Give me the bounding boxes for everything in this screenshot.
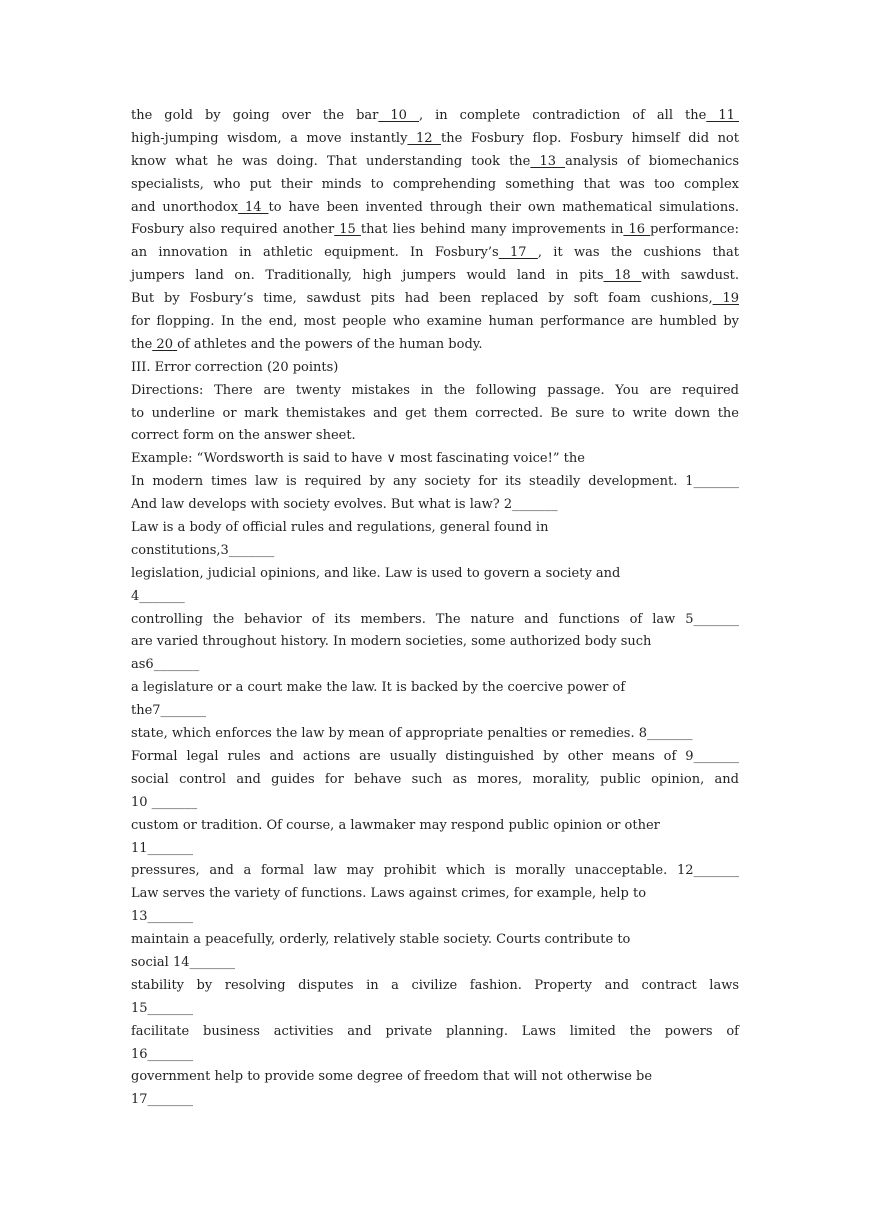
text-line [131, 105, 739, 128]
text-line [131, 151, 739, 174]
text-segment: of athletes and the powers of the human body. [177, 336, 483, 352]
text-segment: And law develops with society evolves. But what is law? 2_______ [131, 497, 558, 513]
text-segment: Directions: There are twenty mistakes in the following passage. You are required [131, 382, 739, 398]
text-line [131, 494, 739, 517]
text-line [131, 723, 739, 746]
text-segment: 11_______ [131, 840, 194, 856]
text-line [131, 815, 739, 838]
text-line [131, 700, 739, 723]
text-segment: Example: “Wordsworth is said to have ∨ most fascinating voice!” the [131, 451, 585, 467]
text-segment: an innovation in athletic equipment. In Fosbury’s [131, 245, 499, 261]
text-segment: controlling the behavior of its members. The nature and functions of law 5_______ [131, 611, 739, 627]
answer-blank: 10 [378, 108, 419, 123]
text-line [131, 219, 739, 242]
text-line [131, 380, 739, 403]
text-line [131, 952, 739, 975]
text-segment: state, which enforces the law by mean of appropriate penalties or remedies. 8_______ [131, 726, 693, 742]
text-segment: government help to provide some degree of freedom that will not otherwise be [131, 1069, 653, 1085]
text-segment: But by Fosbury’s time, sawdust pits had been replaced by soft foam cushions, [131, 291, 713, 307]
text-segment: 17_______ [131, 1092, 194, 1108]
text-line [131, 448, 739, 471]
text-segment: 10 _______ [131, 794, 198, 810]
answer-blank: 18 [603, 268, 642, 284]
text-segment: to have been invented through their own mathematical simulations. [268, 199, 739, 215]
text-line [131, 357, 739, 380]
answer-blank: 14 [238, 199, 269, 215]
text-segment: the [131, 336, 153, 352]
text-line [131, 174, 739, 197]
answer-blank: 19 [712, 291, 739, 307]
text-segment: high-jumping wisdom, a move instantly [131, 130, 408, 146]
text-line [131, 334, 739, 357]
text-segment: analysis of biomechanics [565, 153, 739, 169]
text-segment: the7_______ [131, 703, 207, 719]
answer-blank: 16 [623, 222, 651, 238]
text-line [131, 792, 739, 815]
text-segment: for flopping. In the end, most people who examine human performance are humbled by [131, 314, 739, 330]
text-line [131, 425, 739, 448]
text-segment: specialists, who put their minds to comprehending something that was too complex [131, 176, 739, 192]
text-line [131, 517, 739, 540]
text-segment: maintain a peacefully, orderly, relatively stable society. Courts contribute to [131, 932, 631, 948]
text-line [131, 197, 739, 220]
text-line [131, 540, 739, 563]
text-segment: correct form on the answer sheet. [131, 428, 356, 444]
answer-blank: 20 [152, 336, 178, 352]
answer-blank: 12 [407, 130, 442, 146]
text-segment: social 14_______ [131, 954, 236, 970]
text-segment: that lies behind many improvements in [360, 222, 624, 238]
text-segment: 16_______ [131, 1046, 194, 1062]
answer-blank: 13 [530, 153, 566, 169]
text-segment: 15_______ [131, 1000, 194, 1016]
text-segment: with sawdust. [641, 268, 739, 284]
text-segment: 13_______ [131, 909, 194, 925]
text-segment: social control and guides for behave such as mores, morality, public opinion, and [131, 771, 739, 787]
text-line [131, 746, 739, 769]
text-line [131, 631, 739, 654]
text-line [131, 242, 739, 265]
text-segment: , in complete contradiction of all the [418, 108, 707, 123]
document-body [131, 105, 739, 1112]
answer-blank: 15 [334, 222, 361, 238]
text-line [131, 998, 739, 1021]
text-segment: pressures, and a formal law may prohibit which is morally unacceptable. 12_______ [131, 863, 739, 879]
answer-blank: 17 [498, 245, 538, 261]
text-line [131, 769, 739, 792]
text-segment: 4_______ [131, 588, 185, 604]
text-segment: Formal legal rules and actions are usually distinguished by other means of 9_______ [131, 748, 739, 764]
text-segment: custom or tradition. Of course, a lawmaker may respond public opinion or other [131, 817, 660, 833]
text-segment: stability by resolving disputes in a civilize fashion. Property and contract laws [131, 977, 739, 993]
text-line [131, 265, 739, 288]
text-line [131, 1021, 739, 1044]
text-segment: III. Error correction (20 points) [131, 359, 339, 375]
answer-blank: 11 [706, 108, 739, 123]
text-segment: , it was the cushions that [537, 245, 740, 261]
text-segment: constitutions,3_______ [131, 542, 275, 558]
text-line [131, 1044, 739, 1067]
text-line [131, 288, 739, 311]
text-segment: performance: [650, 222, 739, 238]
text-segment: jumpers land on. Traditionally, high jumpers would land in pits [131, 268, 604, 284]
text-segment: and unorthodox [131, 199, 239, 215]
text-segment: legislation, judicial opinions, and like. Law is used to govern a society and [131, 565, 621, 581]
text-line [131, 128, 739, 151]
text-line [131, 586, 739, 609]
text-line [131, 677, 739, 700]
text-line [131, 609, 739, 632]
text-segment: as6_______ [131, 657, 200, 673]
text-segment: the Fosbury flop. Fosbury himself did not [441, 130, 739, 146]
text-segment: a legislature or a court make the law. It is backed by the coercive power of [131, 680, 626, 696]
text-segment: Fosbury also required another [131, 222, 335, 238]
text-line [131, 403, 739, 426]
text-segment: Law serves the variety of functions. Laws against crimes, for example, help to [131, 886, 647, 902]
text-segment: to underline or mark themistakes and get them corrected. Be sure to write down the [131, 405, 739, 421]
text-line [131, 654, 739, 677]
text-line [131, 929, 739, 952]
text-line [131, 1089, 739, 1112]
text-segment: are varied throughout history. In modern societies, some authorized body such [131, 634, 652, 650]
text-line [131, 563, 739, 586]
text-line [131, 883, 739, 906]
text-line [131, 838, 739, 861]
text-segment: In modern times law is required by any society for its steadily development. 1_______ [131, 474, 739, 490]
text-line [131, 975, 739, 998]
text-segment: Law is a body of official rules and regulations, general found in [131, 520, 549, 536]
text-segment: know what he was doing. That understanding took the [131, 153, 531, 169]
text-line [131, 471, 739, 494]
text-segment: facilitate business activities and private planning. Laws limited the powers of [131, 1023, 739, 1039]
text-line [131, 906, 739, 929]
text-line [131, 311, 739, 334]
text-segment: the gold by going over the bar [131, 108, 379, 123]
text-line [131, 860, 739, 883]
text-line [131, 1066, 739, 1089]
